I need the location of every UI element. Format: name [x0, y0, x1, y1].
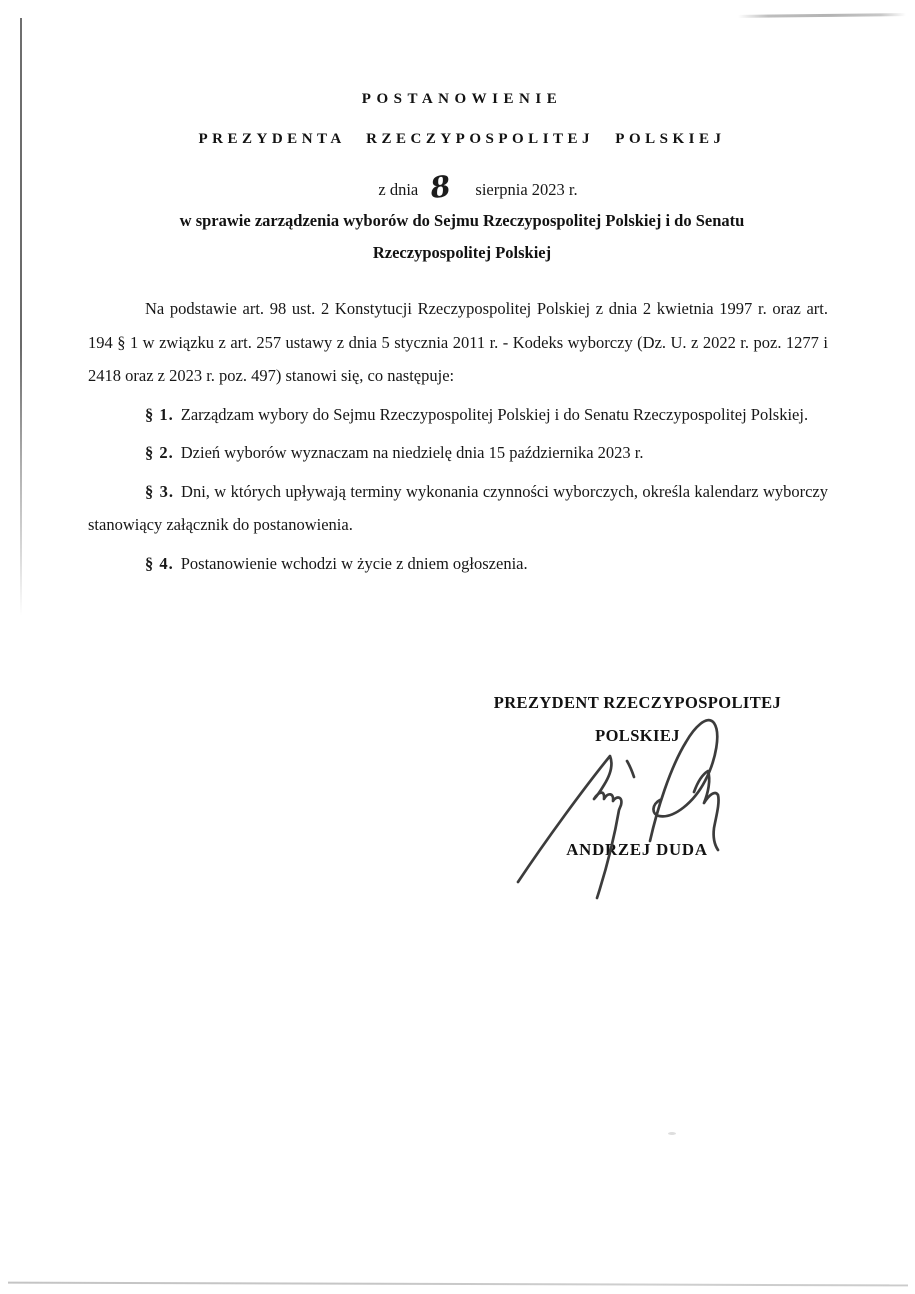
- section-2-text: Dzień wyborów wyznaczam na niedzielę dnia 15 października 2023 r.: [180, 443, 644, 462]
- preamble-paragraph: Na podstawie art. 98 ust. 2 Konstytucji Rzeczypospolitej Polskiej z dnia 2 kwietnia 1997 r. oraz art. 194 § 1 w związku z art. 257 ustawy z dnia 5 stycznia 2011 r. - Kodeks wyborczy (Dz. U. z 2022 r. poz. 1277 i 2418 oraz z 2023 r. poz. 497) stanowi się, co następuje:: [88, 299, 828, 385]
- decree-title: POSTANOWIENIE: [361, 91, 563, 107]
- section-1-marker: § 1.: [145, 404, 174, 424]
- handwritten-signature-ink: [480, 700, 740, 910]
- section-3-text: Dni, w których upływają terminy wykonania czynności wyborczych, określa kalendarz wyborczy stanowiący załącznik do postanowienia.: [88, 481, 829, 534]
- section-2-marker: § 2.: [145, 443, 174, 462]
- section-1-text: Zarządzam wybory do Sejmu Rzeczypospolitej Polskiej i do Senatu Rzeczypospolitej Polskiej.: [180, 404, 809, 424]
- section-paragraph-3: [88, 475, 828, 542]
- date-suffix: sierpnia 2023 r.: [475, 180, 578, 199]
- scan-artifact-speck: [668, 1132, 676, 1135]
- section-4-marker: § 4.: [145, 553, 174, 573]
- decree-issuer: PREZYDENTA RZECZYPOSPOLITEJ POLSKIEJ: [198, 131, 726, 147]
- signature-office-line1: PREZYDENT RZECZYPOSPOLITEJ: [493, 693, 782, 712]
- section-4-text: Postanowienie wchodzi w życie z dniem ogłoszenia.: [180, 553, 528, 573]
- signature-office-line2: POLSKIEJ: [595, 726, 680, 745]
- decree-body: [88, 292, 828, 580]
- scan-artifact-left-edge-line: [20, 18, 22, 616]
- handwritten-day-number: 8: [428, 168, 453, 206]
- signer-name: ANDRZEJ DUDA: [566, 840, 708, 859]
- section-paragraph-4: [88, 547, 828, 581]
- date-prefix: z dnia: [378, 180, 419, 199]
- section-3-marker: § 3.: [145, 481, 175, 501]
- decree-subject-line2: Rzeczypospolitej Polskiej: [372, 243, 552, 262]
- scan-artifact-top-right-line: [738, 13, 906, 18]
- section-paragraph-1: [88, 398, 828, 432]
- section-paragraph-2: [88, 436, 828, 470]
- decree-date-line: [108, 160, 848, 206]
- decree-subject-line1: w sprawie zarządzenia wyborów do Sejmu Rzeczypospolitej Polskiej i do Senatu: [179, 211, 745, 230]
- scan-artifact-bottom-line: [8, 1282, 908, 1287]
